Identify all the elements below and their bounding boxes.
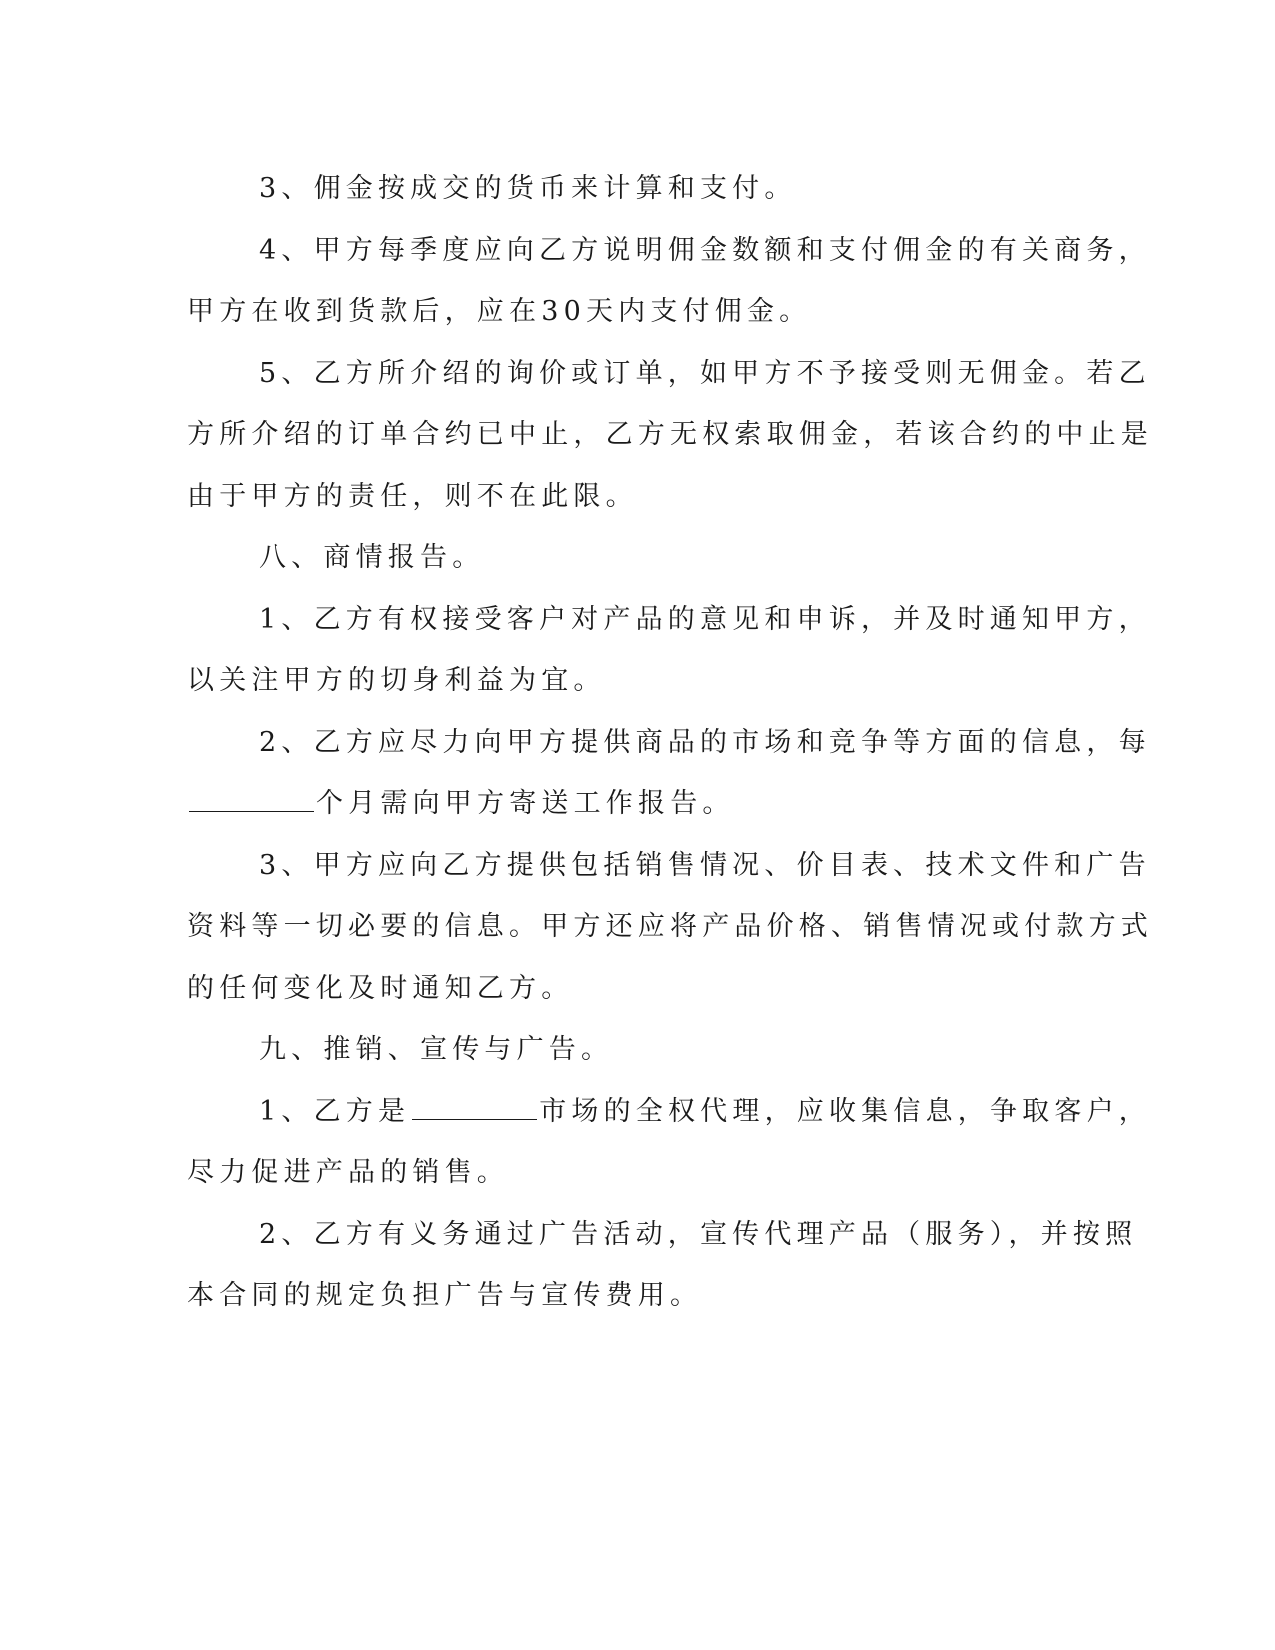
paragraph-commission-currency	[187, 158, 1057, 220]
text-fragment: 个月需向甲方寄送工作报告。	[316, 788, 735, 819]
text-line: 由于甲方的责任，则不在此限。	[187, 480, 638, 512]
paragraph-party-a-information	[187, 835, 1153, 1020]
document-body	[187, 158, 1153, 1327]
text-line: 2、乙方有义务通过广告活动，宣传代理产品（服务），并按照	[259, 1218, 1138, 1250]
section-heading-market-report	[187, 527, 1057, 589]
text-line: 2、乙方应尽力向甲方提供商品的市场和竞争等方面的信息，每	[259, 726, 1151, 758]
fill-in-blank	[189, 787, 314, 812]
text-line: 4、甲方每季度应向乙方说明佣金数额和支付佣金的有关商务，	[259, 234, 1151, 266]
text-fragment: 1、乙方是	[259, 1095, 411, 1127]
text-line: 3、甲方应向乙方提供包括销售情况、价目表、技术文件和广告	[259, 849, 1151, 881]
section-heading-promotion	[187, 1019, 1057, 1081]
text-fragment: 市场的全权代理，应收集信息，争取客户，	[539, 1095, 1151, 1127]
text-line: 方所介绍的订单合约已中止，乙方无权索取佣金，若该合约的中止是	[187, 419, 1153, 450]
text-line: 1、乙方有权接受客户对产品的意见和申诉，并及时通知甲方，	[259, 603, 1151, 635]
text-line: 甲方在收到货款后，应在30天内支付佣金。	[187, 296, 812, 327]
text-line: 3、佣金按成交的货币来计算和支付。	[259, 173, 797, 204]
text-line: 九、推销、宣传与广告。	[259, 1034, 614, 1065]
paragraph-exclusive-agent	[187, 1081, 1151, 1204]
paragraph-no-commission	[187, 343, 1153, 528]
text-line: 八、商情报告。	[259, 542, 485, 573]
text-line: 资料等一切必要的信息。甲方还应将产品价格、销售情况或付款方式	[187, 911, 1153, 942]
text-line	[187, 1081, 1151, 1143]
text-line: 5、乙方所介绍的询价或订单，如甲方不予接受则无佣金。若乙	[259, 357, 1151, 389]
paragraph-market-information	[187, 712, 1151, 835]
text-line: 本合同的规定负担广告与宣传费用。	[187, 1280, 703, 1311]
text-line: 尽力促进产品的销售。	[187, 1157, 509, 1188]
paragraph-commission-payment	[187, 220, 1151, 343]
text-line: 以关注甲方的切身利益为宜。	[187, 665, 606, 696]
fill-in-blank	[412, 1095, 537, 1120]
paragraph-advertising	[187, 1204, 1138, 1327]
paragraph-customer-feedback	[187, 589, 1151, 712]
text-line: 的任何变化及时通知乙方。	[187, 972, 574, 1004]
text-line	[187, 773, 1057, 835]
